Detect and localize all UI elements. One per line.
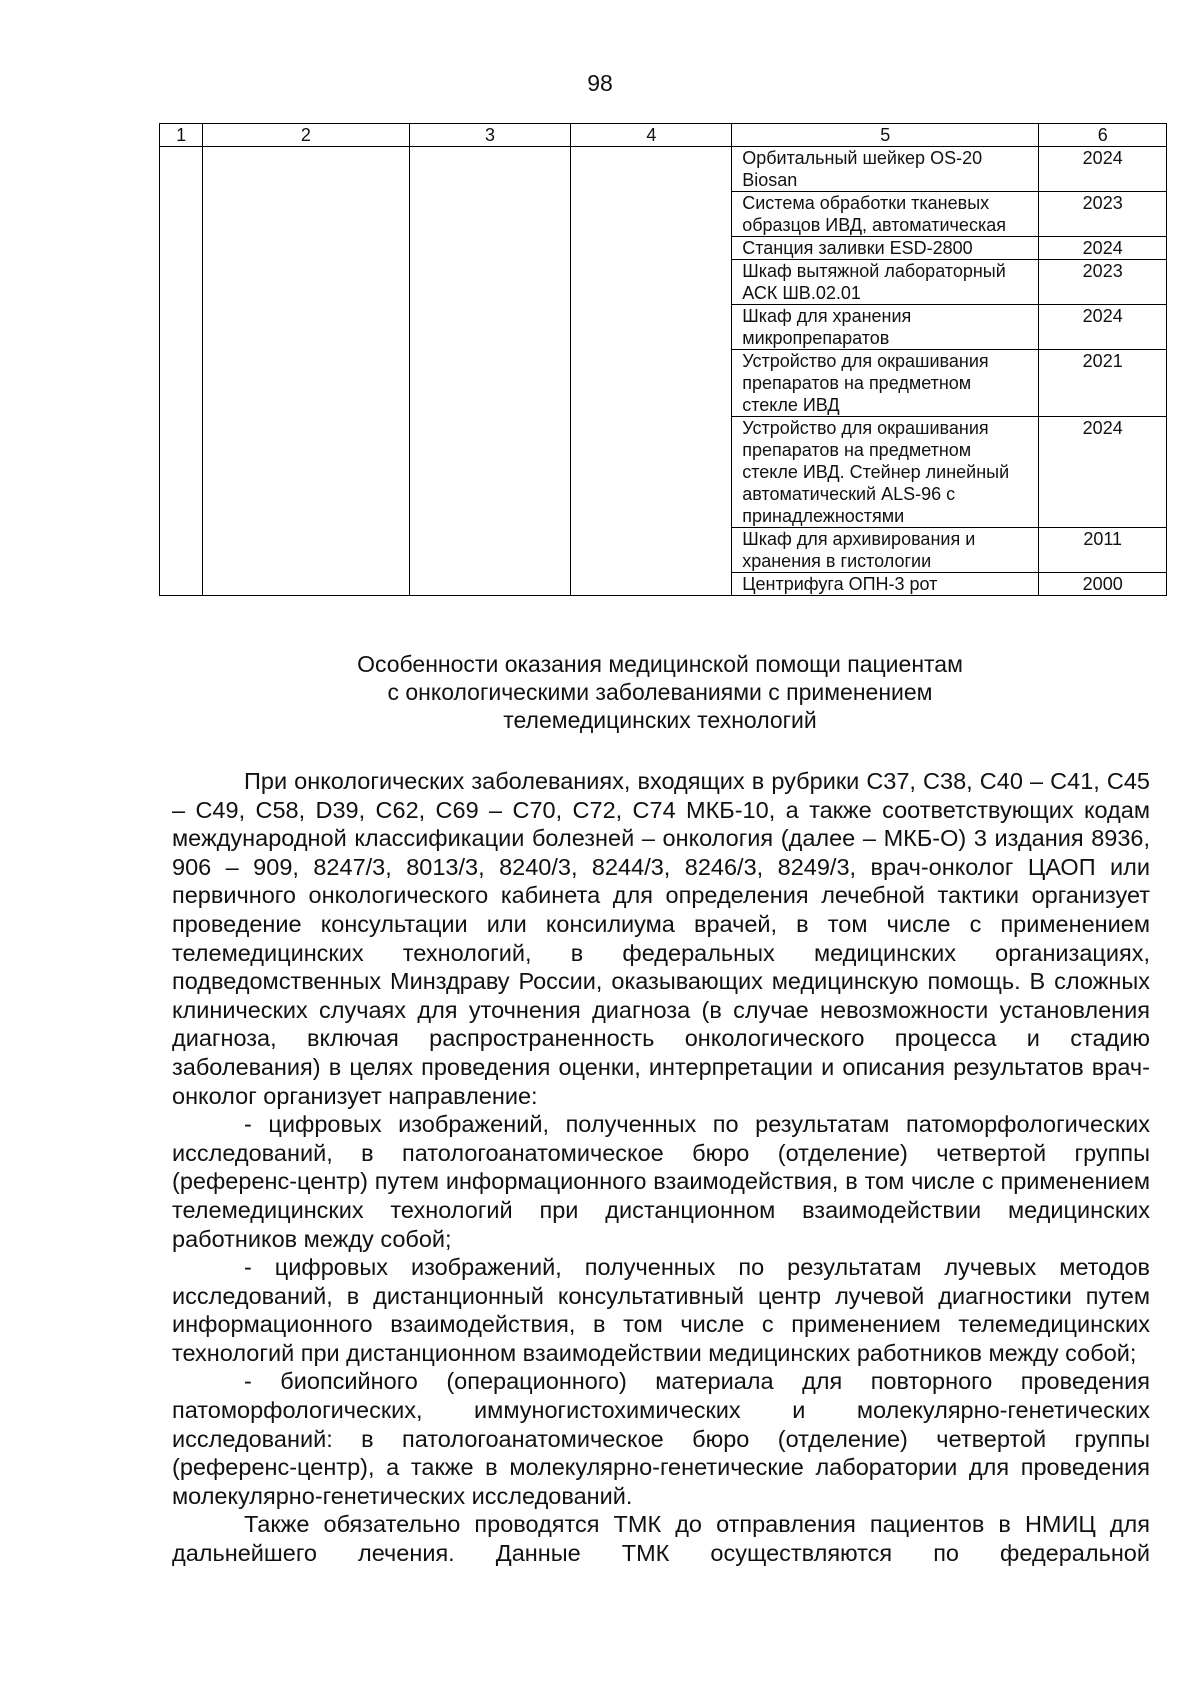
equipment-year: 2024 xyxy=(1039,305,1167,350)
list-item-paragraph: - биопсийного (операционного) материала для повторного проведения патоморфологических, иммуногистохимических и молекулярно-генетических исследований: в патологоанатомическое бюро (отделение) четвертой группы (референс-центр), а также в молекулярно-генетические лаборатории для проведения молекулярно-генетических исследований. xyxy=(172,1368,1150,1509)
equipment-name: Станция заливки ESD-2800 xyxy=(732,237,1039,260)
column-header-4: 4 xyxy=(571,124,732,147)
equipment-year: 2024 xyxy=(1039,417,1167,528)
equipment-name: Устройство для окрашивания препаратов на предметном стекле ИВД. Стейнер линейный автоматический ALS-96 с принадлежностями xyxy=(732,417,1039,528)
empty-cell-col-3 xyxy=(409,147,571,596)
equipment-year: 2024 xyxy=(1039,147,1167,192)
equipment-year: 2021 xyxy=(1039,350,1167,417)
empty-cell-col-4 xyxy=(571,147,732,596)
equipment-year: 2024 xyxy=(1039,237,1167,260)
heading-line: Особенности оказания медицинской помощи пациентам xyxy=(357,651,963,677)
column-header-3: 3 xyxy=(409,124,571,147)
empty-cell-col-2 xyxy=(203,147,409,596)
equipment-year: 2000 xyxy=(1039,573,1167,596)
column-header-2: 2 xyxy=(203,124,409,147)
table-header-row xyxy=(160,124,1167,147)
equipment-name: Центрифуга ОПН-3 рот xyxy=(732,573,1039,596)
list-item-paragraph: - цифровых изображений, полученных по результатам лучевых методов исследований, в дистанционный консультативный центр лучевой диагностики путем информационного взаимодействия, в том числе с применением телемедицинских технологий при дистанционном взаимодействии медицинских работников между собой; xyxy=(172,1254,1150,1366)
column-header-1: 1 xyxy=(160,124,203,147)
column-header-5: 5 xyxy=(732,124,1039,147)
paragraph: При онкологических заболеваниях, входящих в рубрики С37, С38, С40 – С41, С45 – С49, С58, D39, С62, С69 – С70, С72, С74 МКБ-10, а также соответствующих кодам международной классификации болезней – онкология (далее – МКБ-О) 3 издания 8936, 906 – 909, 8247/3, 8013/3, 8240/3, 8244/3, 8246/3, 8249/3, врач-онколог ЦАОП или первичного онкологического кабинета для определения лечебной тактики организует проведение консультации или консилиума врачей, в том числе с применением телемедицинских технологий, в федеральных медицинских организациях, подведомственных Минздраву России, оказывающих медицинскую помощь. В сложных клинических случаях для уточнения диагноза (в случае невозможности установления диагноза, включая распространенность онкологического процесса и стадию заболевания) в целях проведения оценки, интерпретации и описания результатов врач-онколог организует направление: xyxy=(172,768,1150,1109)
equipment-name: Система обработки тканевых образцов ИВД, автоматическая xyxy=(732,192,1039,237)
table-row xyxy=(160,147,1167,192)
equipment-year: 2011 xyxy=(1039,528,1167,573)
equipment-year: 2023 xyxy=(1039,260,1167,305)
section-heading xyxy=(160,650,1160,734)
equipment-name: Шкаф вытяжной лабораторный АСК ШВ.02.01 xyxy=(732,260,1039,305)
equipment-name: Шкаф для архивирования и хранения в гистологии xyxy=(732,528,1039,573)
paragraph: Также обязательно проводятся ТМК до отправления пациентов в НМИЦ для дальнейшего лечения. Данные ТМК осуществляются по федеральной xyxy=(172,1511,1150,1567)
equipment-year: 2023 xyxy=(1039,192,1167,237)
equipment-table xyxy=(159,123,1167,596)
list-item-paragraph: - цифровых изображений, полученных по результатам патоморфологических исследований, в патологоанатомическое бюро (отделение) четвертой группы (референс-центр) путем информационного взаимодействия, в том числе с применением телемедицинских технологий при дистанционном взаимодействии медицинских работников между собой; xyxy=(172,1111,1150,1252)
equipment-name: Устройство для окрашивания препаратов на предметном стекле ИВД xyxy=(732,350,1039,417)
heading-line: телемедицинских технологий xyxy=(503,707,817,733)
body-text xyxy=(172,767,1150,1568)
page-number: 98 xyxy=(587,70,613,96)
heading-line: с онкологическими заболеваниями с применением xyxy=(387,679,933,705)
equipment-name: Орбитальный шейкер OS-20 Biosan xyxy=(732,147,1039,192)
column-header-6: 6 xyxy=(1039,124,1167,147)
empty-cell-col-1 xyxy=(160,147,203,596)
equipment-name: Шкаф для хранения микропрепаратов xyxy=(732,305,1039,350)
